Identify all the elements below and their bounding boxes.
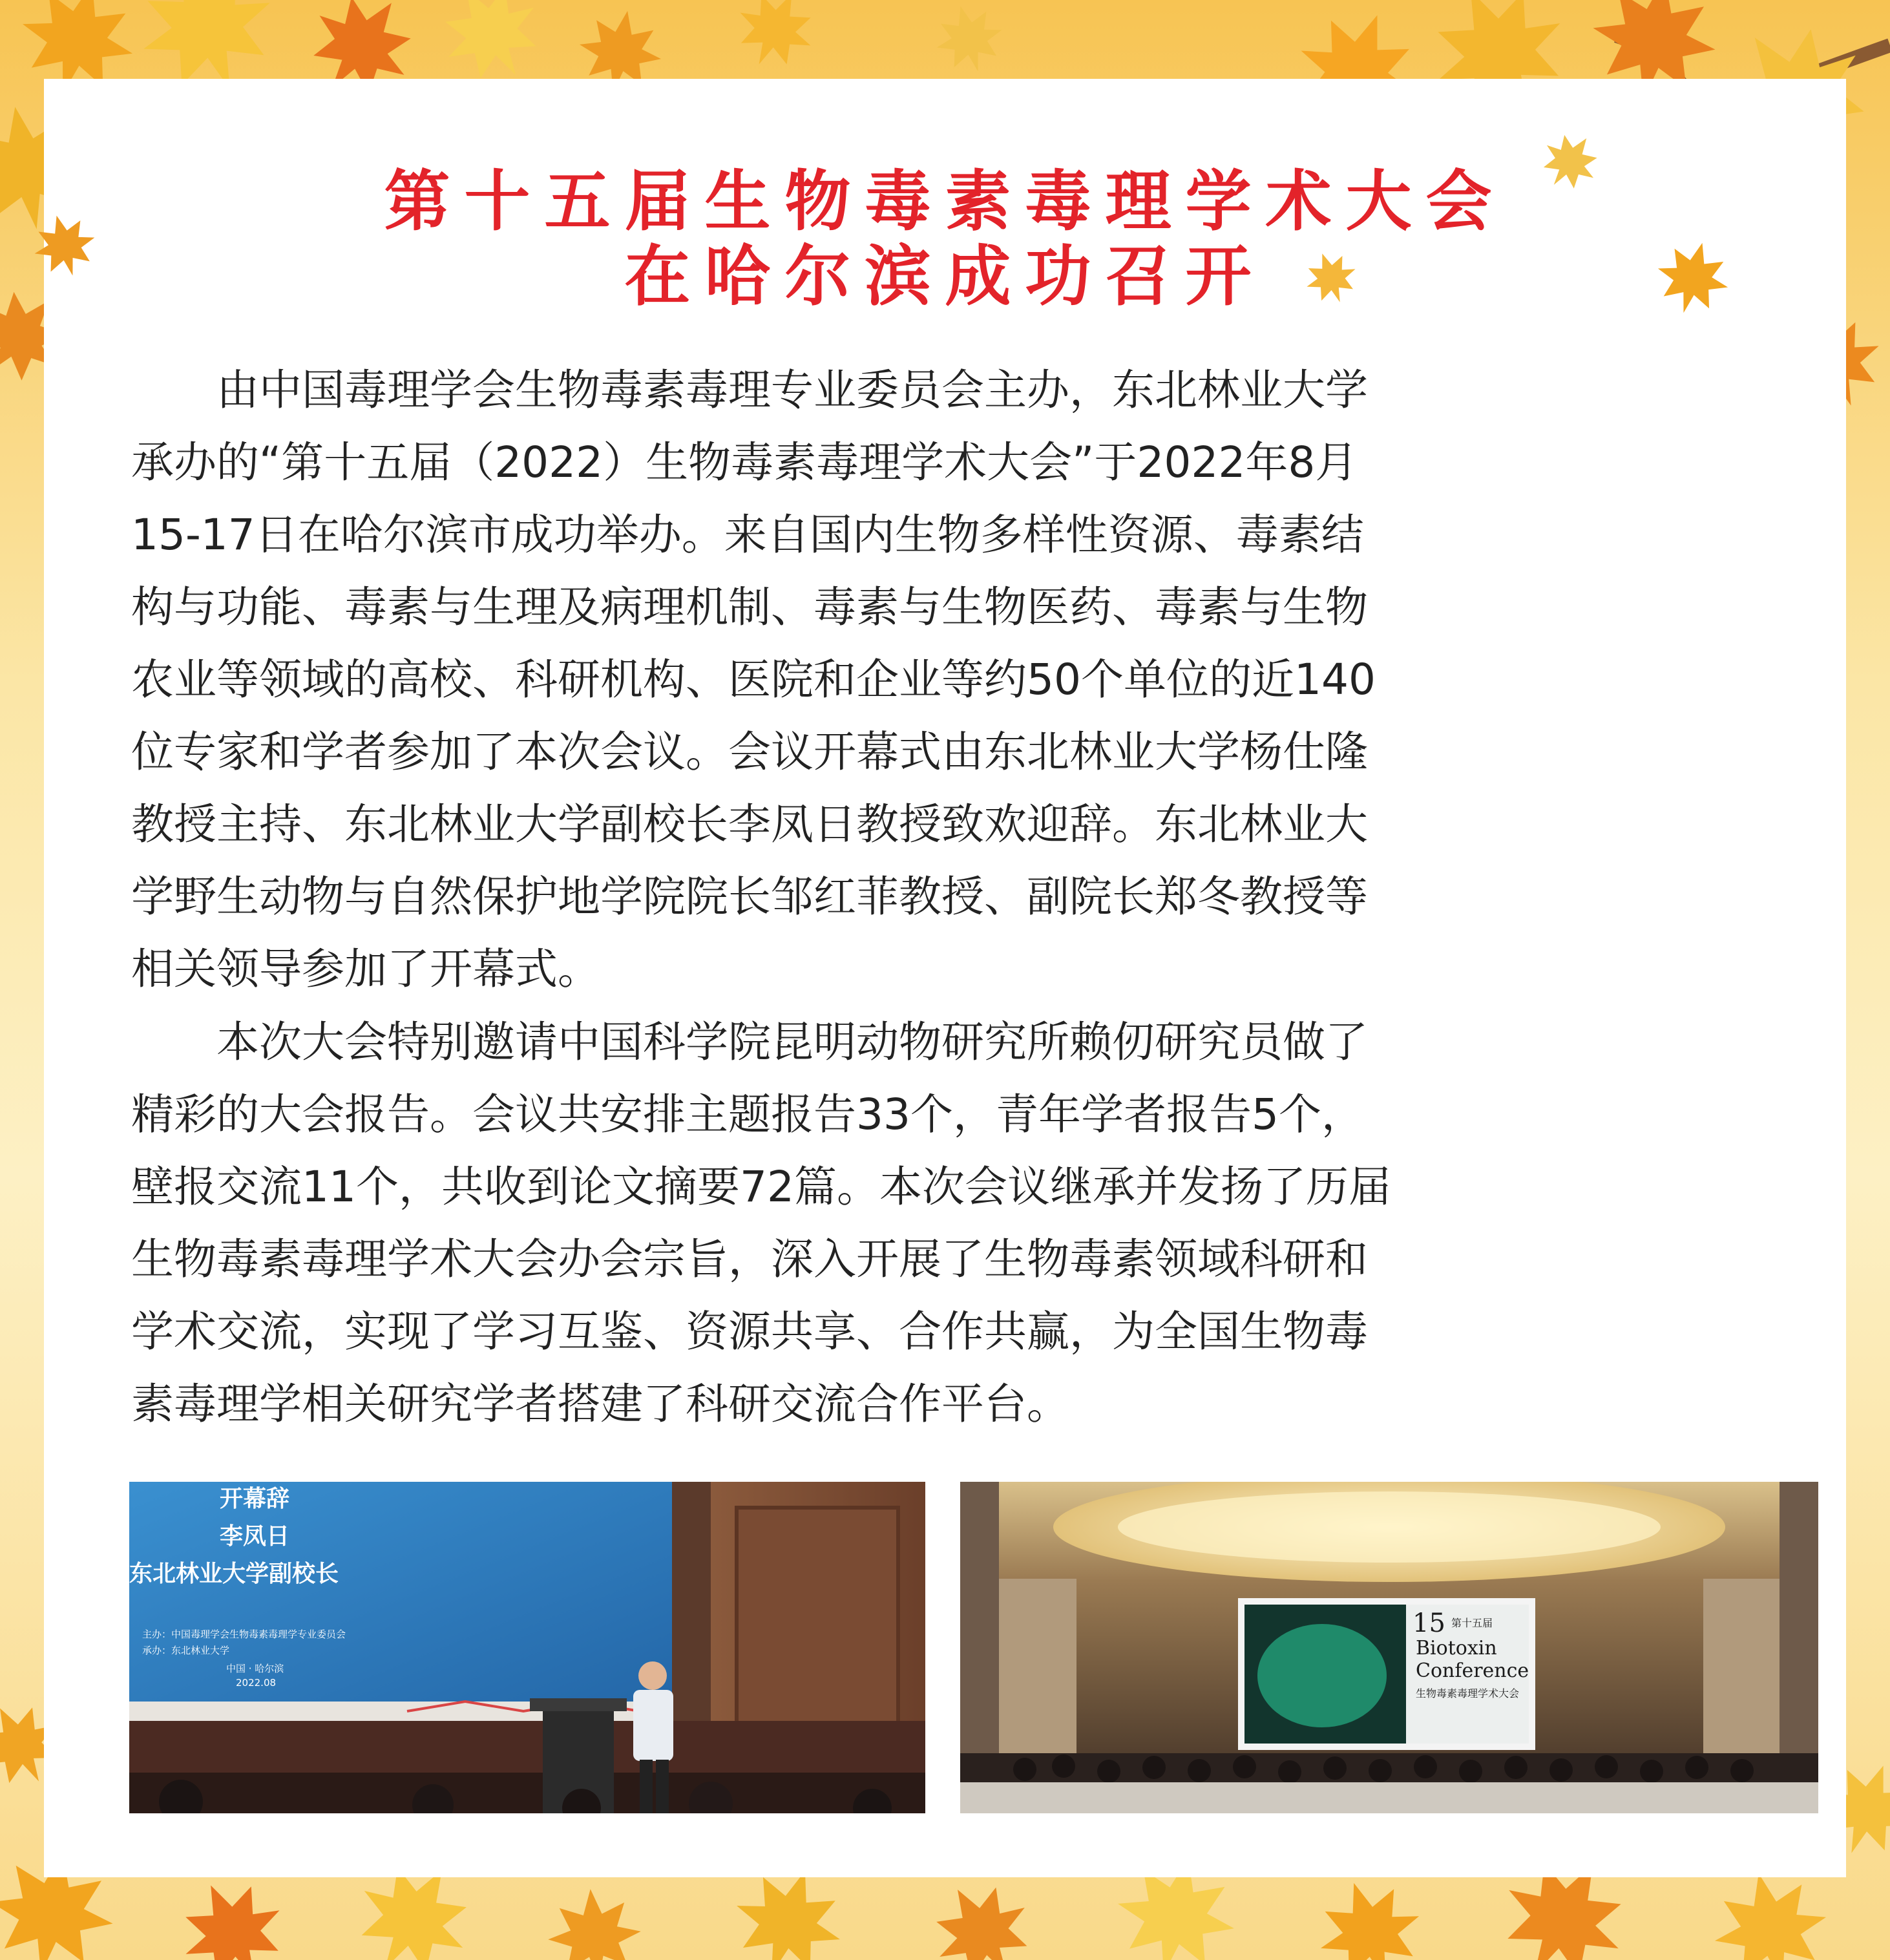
slide-place: 中国 · 哈尔滨 xyxy=(226,1663,284,1674)
paragraph-line: 农业等领域的高校、科研机构、医院和企业等约50个单位的近140 xyxy=(131,655,1376,704)
page-title-line1: 第十五届生物毒素毒理学术大会 xyxy=(384,163,1506,240)
paragraph-line: 承办的“第十五届（2022）生物毒素毒理学术大会”于2022年8月 xyxy=(131,437,1358,487)
paragraph-line: 本次大会特别邀请中国科学院昆明动物研究所赖仞研究员做了 xyxy=(131,1017,1368,1067)
screen-edition: 第十五届 xyxy=(1451,1617,1493,1629)
paragraph-2 xyxy=(131,1006,1772,1440)
paragraph-line: 位专家和学者参加了本次会议。会议开幕式由东北林业大学杨仕隆 xyxy=(131,727,1368,777)
paragraph-line: 生物毒素毒理学术大会办会宗旨，深入开展了生物毒素领域科研和 xyxy=(131,1234,1368,1284)
paragraph-line: 学野生动物与自然保护地学院院长邹红菲教授、副院长郑冬教授等 xyxy=(131,872,1368,922)
screen-title-1: Biotoxin xyxy=(1416,1637,1497,1660)
page-title-line2: 在哈尔滨成功召开 xyxy=(624,238,1266,315)
slide-title: 开幕辞 xyxy=(220,1486,290,1512)
slide-speaker-position: 东北林业大学副校长 xyxy=(129,1561,339,1587)
paragraph-line: 15-17日在哈尔滨市成功举办。来自国内生物多样性资源、毒素结 xyxy=(131,510,1364,560)
opening-speech-photo xyxy=(129,1482,925,1813)
screen-number: 15 xyxy=(1412,1608,1445,1638)
paragraph-line: 构与功能、毒素与生理及病理机制、毒素与生物医药、毒素与生物 xyxy=(131,582,1368,632)
screen-subtitle: 生物毒素毒理学术大会 xyxy=(1416,1687,1520,1700)
paragraph-line: 学术交流，实现了学习互鉴、资源共享、合作共赢，为全国生物毒 xyxy=(131,1307,1368,1356)
paragraph-line: 精彩的大会报告。会议共安排主题报告33个，青年学者报告5个， xyxy=(131,1090,1364,1139)
paragraph-line: 由中国毒理学会生物毒素毒理专业委员会主办，东北林业大学 xyxy=(131,365,1368,415)
paragraph-line: 素毒理学相关研究学者搭建了科研交流合作平台。 xyxy=(131,1379,1069,1429)
slide-date: 2022.08 xyxy=(236,1677,277,1689)
paragraph-line: 壁报交流11个，共收到论文摘要72篇。本次会议继承并发扬了历届 xyxy=(131,1162,1391,1212)
paragraph-line: 相关领导参加了开幕式。 xyxy=(131,944,600,994)
screen-title-2: Conference xyxy=(1416,1660,1529,1682)
slide-host: 主办：中国毒理学会生物毒素毒理学专业委员会 xyxy=(142,1628,346,1640)
conference-hall-photo xyxy=(960,1482,1818,1813)
slide-organizer: 承办：东北林业大学 xyxy=(142,1645,230,1656)
paragraph-1 xyxy=(131,354,1772,1006)
slide-speaker-name: 李凤日 xyxy=(220,1523,290,1550)
paragraph-line: 教授主持、东北林业大学副校长李凤日教授致欢迎辞。东北林业大 xyxy=(131,799,1368,849)
